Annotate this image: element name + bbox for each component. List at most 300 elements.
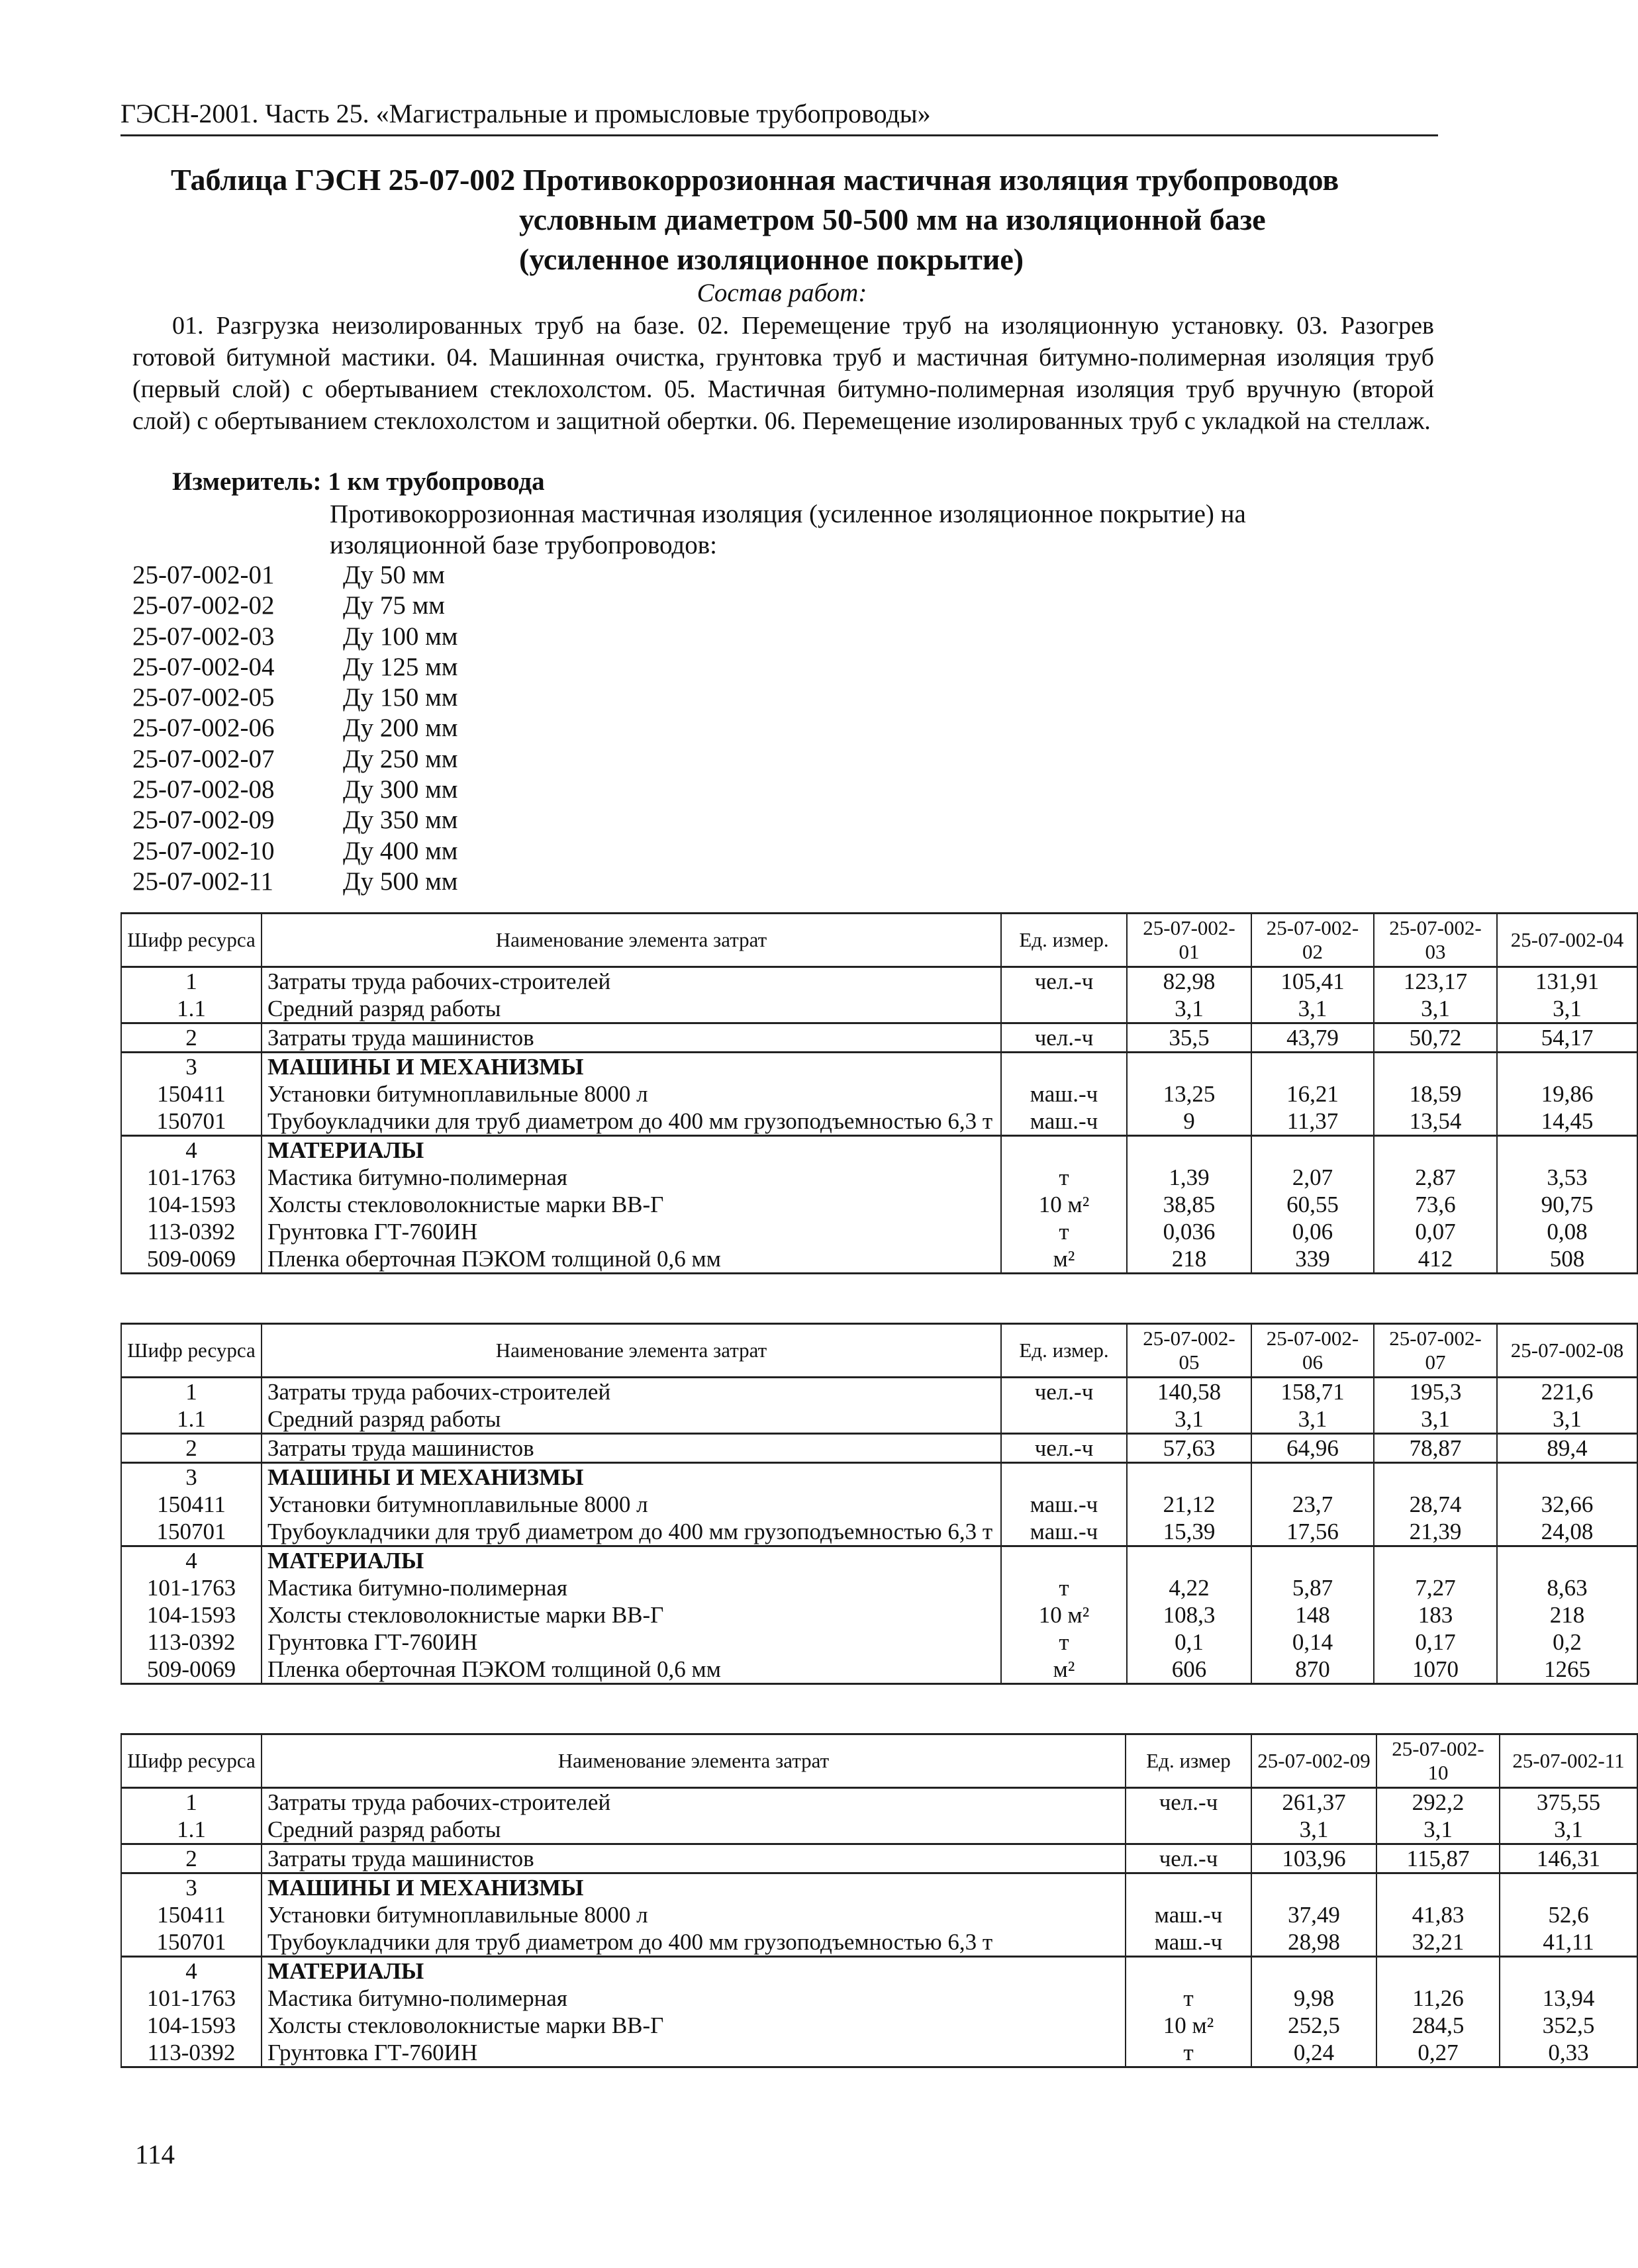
- resource-value: 218: [1497, 1601, 1637, 1629]
- title-line-3: (усиленное изоляционное покрытие): [519, 242, 1024, 276]
- resource-value: 870: [1251, 1656, 1374, 1684]
- resource-code: 150411: [121, 1901, 262, 1928]
- resource-name: МАТЕРИАЛЫ: [262, 1546, 1001, 1575]
- header-norm-code: 25-07-002-04: [1497, 914, 1637, 967]
- resource-value: 0,1: [1127, 1629, 1251, 1656]
- header-code: Шифр ресурса: [121, 1324, 262, 1378]
- code-list-code: 25-07-002-09: [132, 806, 275, 835]
- resource-value: 3,53: [1497, 1164, 1637, 1191]
- resource-value: [1497, 1053, 1637, 1081]
- resource-name: Грунтовка ГТ-760ИН: [262, 2039, 1126, 2067]
- resource-value: 0,14: [1251, 1629, 1374, 1656]
- resource-name: Мастика битумно-полимерная: [262, 1574, 1001, 1601]
- table-header-row: [121, 914, 1637, 967]
- resource-name: Грунтовка ГТ-760ИН: [262, 1218, 1001, 1245]
- resource-value: 3,1: [1127, 1405, 1251, 1434]
- code-list-desc: Ду 350 мм: [343, 806, 458, 835]
- resource-code: 104-1593: [121, 2012, 262, 2039]
- resource-value: [1251, 1873, 1376, 1902]
- resource-value: 412: [1374, 1245, 1497, 1274]
- resource-unit: т: [1001, 1164, 1127, 1191]
- resource-name: МАШИНЫ И МЕХАНИЗМЫ: [262, 1053, 1001, 1081]
- resource-value: 28,74: [1374, 1491, 1497, 1518]
- resource-value: 508: [1497, 1245, 1637, 1274]
- composition-text: 01. Разгрузка неизолированных труб на базе. 02. Перемещение труб на изоляционную установку. 03. Разогрев готовой битумной мастики. 04. Машинная очистка, грунтовка труб и мастичная битумно-полимерная изоляция труб (первый слой) с обертыванием стеклохолстом. 05. Мастичная битумно-полимерная изоляция труб вручную (второй слой) с обертыванием стеклохолстом и защитной обертки. 06. Перемещение изолированных труб с укладкой на стеллаж.: [132, 312, 1434, 435]
- resource-unit: 10 м²: [1001, 1191, 1127, 1218]
- resource-unit: т: [1126, 1985, 1251, 2012]
- table-row: [121, 1405, 1637, 1434]
- resource-name: Установки битумноплавильные 8000 л: [262, 1491, 1001, 1518]
- resource-name: Установки битумноплавильные 8000 л: [262, 1901, 1126, 1928]
- resource-code: 104-1593: [121, 1191, 262, 1218]
- resource-value: [1251, 1957, 1376, 1985]
- resource-unit: т: [1001, 1218, 1127, 1245]
- table-row: [121, 1873, 1637, 1902]
- work-description: Противокоррозионная мастичная изоляция (усиленное изоляционное покрытие) на изоляционной базе трубопроводов:: [330, 500, 1246, 559]
- resource-value: [1376, 1957, 1500, 1985]
- table-row: [121, 1518, 1637, 1546]
- header-norm-code: 25-07-002-02: [1251, 914, 1374, 967]
- resource-name: Затраты труда рабочих-строителей: [262, 1788, 1126, 1817]
- table-row: [121, 967, 1637, 996]
- resource-value: [1251, 1463, 1374, 1491]
- resource-value: 284,5: [1376, 2012, 1500, 2039]
- code-list-code: 25-07-002-11: [132, 867, 274, 896]
- resource-code: 1: [121, 1378, 262, 1406]
- code-list-item: [132, 744, 458, 775]
- resource-value: 43,79: [1251, 1023, 1374, 1053]
- resource-code: 4: [121, 1136, 262, 1164]
- code-list-code: 25-07-002-08: [132, 775, 275, 804]
- resource-value: [1374, 1546, 1497, 1575]
- resource-unit: м²: [1001, 1656, 1127, 1684]
- resource-code: 1: [121, 967, 262, 996]
- resource-value: 158,71: [1251, 1378, 1374, 1406]
- resource-value: [1127, 1546, 1251, 1575]
- resource-unit: [1001, 1405, 1127, 1434]
- header-norm-code: 25-07-002-10: [1376, 1734, 1500, 1788]
- header-code: Шифр ресурса: [121, 1734, 262, 1788]
- header-norm-code: 25-07-002-08: [1497, 1324, 1637, 1378]
- table-row: [121, 1788, 1637, 1817]
- table-row: [121, 1463, 1637, 1491]
- resource-name: Мастика битумно-полимерная: [262, 1985, 1126, 2012]
- resource-value: 54,17: [1497, 1023, 1637, 1053]
- code-list-desc: Ду 500 мм: [343, 867, 458, 896]
- table-row: [121, 1901, 1637, 1928]
- table-row: [121, 1191, 1637, 1218]
- resource-value: 14,45: [1497, 1108, 1637, 1136]
- resource-value: 4,22: [1127, 1574, 1251, 1601]
- resource-name: Пленка оберточная ПЭКОМ толщиной 0,6 мм: [262, 1245, 1001, 1274]
- code-list-desc: Ду 250 мм: [343, 744, 458, 773]
- code-list-item: [132, 652, 458, 683]
- resource-name: Мастика битумно-полимерная: [262, 1164, 1001, 1191]
- header-name: Наименование элемента затрат: [262, 1324, 1001, 1378]
- resource-value: 13,25: [1127, 1080, 1251, 1108]
- resource-code: 4: [121, 1546, 262, 1575]
- table-row: [121, 1491, 1637, 1518]
- resource-value: [1374, 1463, 1497, 1491]
- composition-heading: Состав работ:: [697, 279, 867, 307]
- table-row: [121, 1928, 1637, 1957]
- resource-value: 64,96: [1251, 1434, 1374, 1463]
- code-list-code: 25-07-002-06: [132, 714, 275, 743]
- resource-value: 7,27: [1374, 1574, 1497, 1601]
- resource-value: 352,5: [1500, 2012, 1637, 2039]
- resource-value: 0,036: [1127, 1218, 1251, 1245]
- resource-value: 0,17: [1374, 1629, 1497, 1656]
- resource-unit: т: [1001, 1629, 1127, 1656]
- code-list-desc: Ду 400 мм: [343, 836, 458, 865]
- table-row: [121, 1136, 1637, 1164]
- resource-value: [1376, 1873, 1500, 1902]
- header-code: Шифр ресурса: [121, 914, 262, 967]
- code-list-code: 25-07-002-02: [132, 591, 275, 620]
- resource-value: 115,87: [1376, 1844, 1500, 1873]
- table-row: [121, 1053, 1637, 1081]
- resource-name: МАШИНЫ И МЕХАНИЗМЫ: [262, 1873, 1126, 1902]
- resource-unit: м²: [1001, 1245, 1127, 1274]
- resource-value: 32,66: [1497, 1491, 1637, 1518]
- header-norm-code: 25-07-002-09: [1251, 1734, 1376, 1788]
- resource-code: 101-1763: [121, 1574, 262, 1601]
- resource-value: 3,1: [1497, 995, 1637, 1023]
- resource-value: [1497, 1463, 1637, 1491]
- table-row: [121, 1656, 1637, 1684]
- resource-name: Средний разряд работы: [262, 1816, 1126, 1844]
- title-line-1: Таблица ГЭСН 25-07-002 Противокоррозионная мастичная изоляция трубопроводов: [171, 163, 1339, 197]
- resource-value: 13,94: [1500, 1985, 1637, 2012]
- header-norm-code: 25-07-002-06: [1251, 1324, 1374, 1378]
- code-list-item: [132, 560, 458, 591]
- resource-value: 606: [1127, 1656, 1251, 1684]
- resource-unit: чел.-ч: [1126, 1844, 1251, 1873]
- table-row: [121, 2039, 1637, 2067]
- header-norm-code: 25-07-002-07: [1374, 1324, 1497, 1378]
- resource-value: 9: [1127, 1108, 1251, 1136]
- code-list-desc: Ду 50 мм: [343, 561, 445, 589]
- table-row: [121, 1546, 1637, 1575]
- resource-value: 3,1: [1374, 995, 1497, 1023]
- resource-unit: [1001, 1136, 1127, 1164]
- resource-code: 113-0392: [121, 1218, 262, 1245]
- resource-name: Затраты труда машинистов: [262, 1844, 1126, 1873]
- resource-name: МАТЕРИАЛЫ: [262, 1136, 1001, 1164]
- code-list-desc: Ду 300 мм: [343, 775, 458, 804]
- resource-value: [1500, 1873, 1637, 1902]
- resource-unit: [1001, 1053, 1127, 1081]
- resource-value: 3,1: [1374, 1405, 1497, 1434]
- table-header-row: [121, 1734, 1637, 1788]
- resource-value: [1374, 1053, 1497, 1081]
- resource-code: 2: [121, 1844, 262, 1873]
- resource-table-1: [120, 912, 1638, 1274]
- resource-value: 2,07: [1251, 1164, 1374, 1191]
- resource-code: 2: [121, 1434, 262, 1463]
- resource-value: 57,63: [1127, 1434, 1251, 1463]
- resource-code: 509-0069: [121, 1656, 262, 1684]
- resource-value: 0,08: [1497, 1218, 1637, 1245]
- resource-code: 1: [121, 1788, 262, 1817]
- table-row: [121, 1574, 1637, 1601]
- resource-code: 3: [121, 1053, 262, 1081]
- resource-value: 3,1: [1497, 1405, 1637, 1434]
- resource-name: Установки битумноплавильные 8000 л: [262, 1080, 1001, 1108]
- table-row: [121, 1164, 1637, 1191]
- resource-value: 1070: [1374, 1656, 1497, 1684]
- resource-code: 150411: [121, 1491, 262, 1518]
- code-list-code: 25-07-002-04: [132, 652, 275, 681]
- resource-value: 21,12: [1127, 1491, 1251, 1518]
- resource-code: 150701: [121, 1928, 262, 1957]
- resource-unit: [1126, 1957, 1251, 1985]
- resource-code: 104-1593: [121, 1601, 262, 1629]
- resource-value: 131,91: [1497, 967, 1637, 996]
- resource-name: Трубоукладчики для труб диаметром до 400 мм грузоподъемностью 6,3 т: [262, 1928, 1126, 1957]
- code-list-desc: Ду 125 мм: [343, 652, 458, 681]
- resource-value: 3,1: [1127, 995, 1251, 1023]
- resource-value: 28,98: [1251, 1928, 1376, 1957]
- code-list-item: [132, 622, 458, 652]
- resource-unit: маш.-ч: [1126, 1901, 1251, 1928]
- running-header: ГЭСН-2001. Часть 25. «Магистральные и промысловые трубопроводы»: [120, 98, 1438, 136]
- resource-code: 3: [121, 1463, 262, 1491]
- resource-value: 90,75: [1497, 1191, 1637, 1218]
- resource-value: 3,1: [1500, 1816, 1637, 1844]
- resource-value: 82,98: [1127, 967, 1251, 996]
- table-row: [121, 2012, 1637, 2039]
- resource-unit: [1126, 1816, 1251, 1844]
- code-list-desc: Ду 100 мм: [343, 622, 458, 651]
- resource-value: 16,21: [1251, 1080, 1374, 1108]
- resource-unit: т: [1126, 2039, 1251, 2067]
- resource-unit: т: [1001, 1574, 1127, 1601]
- resource-unit: чел.-ч: [1001, 1378, 1127, 1406]
- code-list-item: [132, 805, 458, 835]
- resource-value: 0,2: [1497, 1629, 1637, 1656]
- resource-value: [1251, 1546, 1374, 1575]
- resource-value: 89,4: [1497, 1434, 1637, 1463]
- resource-value: 339: [1251, 1245, 1374, 1274]
- resource-unit: маш.-ч: [1001, 1518, 1127, 1546]
- resource-unit: маш.-ч: [1001, 1108, 1127, 1136]
- resource-value: 60,55: [1251, 1191, 1374, 1218]
- resource-name: Холсты стекловолокнистые марки ВВ-Г: [262, 1191, 1001, 1218]
- resource-code: 150701: [121, 1518, 262, 1546]
- resource-value: 52,6: [1500, 1901, 1637, 1928]
- resource-value: [1497, 1136, 1637, 1164]
- resource-value: 3,1: [1376, 1816, 1500, 1844]
- header-name: Наименование элемента затрат: [262, 914, 1001, 967]
- resource-name: МАШИНЫ И МЕХАНИЗМЫ: [262, 1463, 1001, 1491]
- resource-value: 17,56: [1251, 1518, 1374, 1546]
- code-list-code: 25-07-002-05: [132, 683, 275, 712]
- resource-value: 218: [1127, 1245, 1251, 1274]
- resource-value: 261,37: [1251, 1788, 1376, 1817]
- resource-value: 9,98: [1251, 1985, 1376, 2012]
- resource-code: 101-1763: [121, 1164, 262, 1191]
- resource-code: 1.1: [121, 1816, 262, 1844]
- table-row: [121, 1629, 1637, 1656]
- resource-code: 113-0392: [121, 1629, 262, 1656]
- resource-value: 1,39: [1127, 1164, 1251, 1191]
- resource-name: Холсты стекловолокнистые марки ВВ-Г: [262, 1601, 1001, 1629]
- code-list: [132, 560, 458, 897]
- resource-name: Затраты труда машинистов: [262, 1023, 1001, 1053]
- resource-value: [1374, 1136, 1497, 1164]
- header-norm-code: 25-07-002-05: [1127, 1324, 1251, 1378]
- resource-value: [1497, 1546, 1637, 1575]
- resource-name: Трубоукладчики для труб диаметром до 400 мм грузоподъемностью 6,3 т: [262, 1108, 1001, 1136]
- resource-value: 105,41: [1251, 967, 1374, 996]
- table-row: [121, 1985, 1637, 2012]
- resource-value: 13,54: [1374, 1108, 1497, 1136]
- resource-value: 3,1: [1251, 1405, 1374, 1434]
- table-row: [121, 1816, 1637, 1844]
- resource-code: 150701: [121, 1108, 262, 1136]
- title-line-2: условным диаметром 50-500 мм на изоляционной базе: [519, 203, 1266, 236]
- table-header-row: [121, 1324, 1637, 1378]
- table-row: [121, 1023, 1637, 1053]
- table-row: [121, 1957, 1637, 1985]
- resource-value: 195,3: [1374, 1378, 1497, 1406]
- resource-value: 0,06: [1251, 1218, 1374, 1245]
- resource-value: 15,39: [1127, 1518, 1251, 1546]
- header-unit: Ед. измер.: [1001, 1324, 1127, 1378]
- resource-value: 21,39: [1374, 1518, 1497, 1546]
- resource-value: 0,07: [1374, 1218, 1497, 1245]
- resource-value: 18,59: [1374, 1080, 1497, 1108]
- resource-value: [1127, 1136, 1251, 1164]
- resource-value: 11,26: [1376, 1985, 1500, 2012]
- resource-value: 375,55: [1500, 1788, 1637, 1817]
- resource-value: 221,6: [1497, 1378, 1637, 1406]
- resource-unit: чел.-ч: [1001, 1434, 1127, 1463]
- resource-value: 183: [1374, 1601, 1497, 1629]
- resource-value: 252,5: [1251, 2012, 1376, 2039]
- resource-name: Затраты труда машинистов: [262, 1434, 1001, 1463]
- resource-value: 3,1: [1251, 995, 1374, 1023]
- resource-value: 37,49: [1251, 1901, 1376, 1928]
- table-row: [121, 1601, 1637, 1629]
- resource-value: 123,17: [1374, 967, 1497, 996]
- resource-value: 19,86: [1497, 1080, 1637, 1108]
- resource-value: [1251, 1136, 1374, 1164]
- table-row: [121, 1108, 1637, 1136]
- code-list-code: 25-07-002-01: [132, 561, 275, 589]
- code-list-code: 25-07-002-10: [132, 836, 275, 865]
- resource-name: Средний разряд работы: [262, 1405, 1001, 1434]
- resource-code: 3: [121, 1873, 262, 1902]
- resource-code: 113-0392: [121, 2039, 262, 2067]
- resource-value: 24,08: [1497, 1518, 1637, 1546]
- code-list-item: [132, 683, 458, 713]
- header-name: Наименование элемента затрат: [262, 1734, 1126, 1788]
- resource-value: 108,3: [1127, 1601, 1251, 1629]
- code-list-code: 25-07-002-07: [132, 744, 275, 773]
- code-list-desc: Ду 75 мм: [343, 591, 445, 620]
- code-list-item: [132, 775, 458, 805]
- resource-unit: чел.-ч: [1001, 1023, 1127, 1053]
- resource-value: 148: [1251, 1601, 1374, 1629]
- resource-code: 4: [121, 1957, 262, 1985]
- resource-unit: маш.-ч: [1001, 1080, 1127, 1108]
- resource-value: 0,27: [1376, 2039, 1500, 2067]
- measure-unit: Измеритель: 1 км трубопровода: [172, 467, 545, 496]
- resource-value: 0,24: [1251, 2039, 1376, 2067]
- resource-name: Холсты стекловолокнистые марки ВВ-Г: [262, 2012, 1126, 2039]
- resource-value: 146,31: [1500, 1844, 1637, 1873]
- resource-code: 2: [121, 1023, 262, 1053]
- table-row: [121, 1378, 1637, 1406]
- resource-value: 50,72: [1374, 1023, 1497, 1053]
- resource-unit: [1126, 1873, 1251, 1902]
- resource-table-2: [120, 1323, 1638, 1685]
- header-unit: Ед. измер.: [1001, 914, 1127, 967]
- header-norm-code: 25-07-002-11: [1500, 1734, 1637, 1788]
- resource-value: 3,1: [1251, 1816, 1376, 1844]
- resource-name: МАТЕРИАЛЫ: [262, 1957, 1126, 1985]
- resource-value: 8,63: [1497, 1574, 1637, 1601]
- code-list-item: [132, 591, 458, 621]
- resource-unit: маш.-ч: [1126, 1928, 1251, 1957]
- resource-value: 41,11: [1500, 1928, 1637, 1957]
- table-title: [171, 160, 1442, 279]
- table-row: [121, 1218, 1637, 1245]
- page-number: 114: [135, 2139, 175, 2169]
- code-list-item: [132, 867, 458, 897]
- resource-name: Затраты труда рабочих-строителей: [262, 1378, 1001, 1406]
- resource-value: [1127, 1463, 1251, 1491]
- code-list-desc: Ду 150 мм: [343, 683, 458, 712]
- code-list-desc: Ду 200 мм: [343, 714, 458, 743]
- resource-value: 78,87: [1374, 1434, 1497, 1463]
- resource-name: Пленка оберточная ПЭКОМ толщиной 0,6 мм: [262, 1656, 1001, 1684]
- resource-value: 2,87: [1374, 1164, 1497, 1191]
- resource-value: 103,96: [1251, 1844, 1376, 1873]
- resource-name: Средний разряд работы: [262, 995, 1001, 1023]
- table-row: [121, 995, 1637, 1023]
- resource-value: 38,85: [1127, 1191, 1251, 1218]
- resource-value: 11,37: [1251, 1108, 1374, 1136]
- resource-unit: [1001, 995, 1127, 1023]
- header-norm-code: 25-07-002-01: [1127, 914, 1251, 967]
- resource-value: 23,7: [1251, 1491, 1374, 1518]
- resource-name: Трубоукладчики для труб диаметром до 400 мм грузоподъемностью 6,3 т: [262, 1518, 1001, 1546]
- resource-value: 32,21: [1376, 1928, 1500, 1957]
- resource-name: Затраты труда рабочих-строителей: [262, 967, 1001, 996]
- table-row: [121, 1080, 1637, 1108]
- resource-value: 140,58: [1127, 1378, 1251, 1406]
- resource-unit: [1001, 1546, 1127, 1575]
- resource-name: Грунтовка ГТ-760ИН: [262, 1629, 1001, 1656]
- resource-unit: 10 м²: [1001, 1601, 1127, 1629]
- resource-unit: чел.-ч: [1126, 1788, 1251, 1817]
- table-row: [121, 1245, 1637, 1274]
- code-list-item: [132, 836, 458, 867]
- resource-value: 73,6: [1374, 1191, 1497, 1218]
- resource-value: 5,87: [1251, 1574, 1374, 1601]
- resource-value: 41,83: [1376, 1901, 1500, 1928]
- header-unit: Ед. измер: [1126, 1734, 1251, 1788]
- resource-value: 1265: [1497, 1656, 1637, 1684]
- code-list-item: [132, 713, 458, 743]
- resource-code: 150411: [121, 1080, 262, 1108]
- resource-code: 509-0069: [121, 1245, 262, 1274]
- resource-value: [1251, 1053, 1374, 1081]
- code-list-code: 25-07-002-03: [132, 622, 275, 651]
